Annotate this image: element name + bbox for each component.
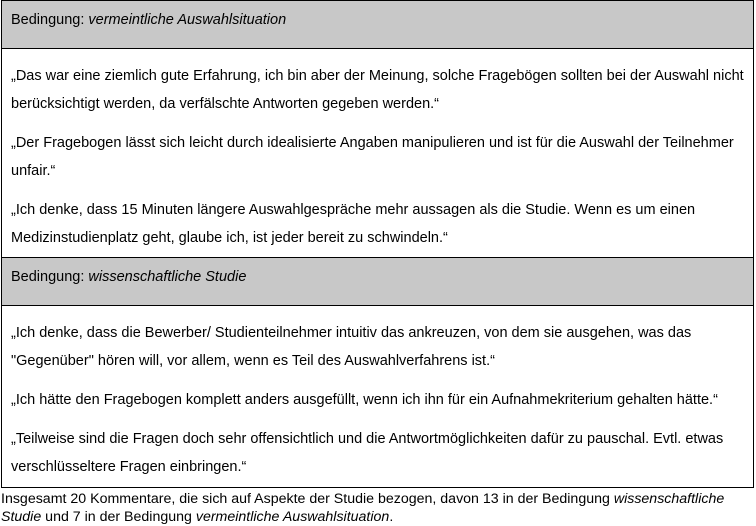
condition-name: wissenschaftliche Studie	[88, 269, 247, 285]
footnote-text: und 7 in der Bedingung	[41, 509, 196, 525]
footnote-text: .	[389, 509, 394, 525]
quote: „Teilweise sind die Fragen doch sehr offensichtlich und die Antwortmöglichkeiten dafür zu pauschal. Evtl. etwas verschlüsseltere Fragen einbringen.“	[11, 431, 724, 475]
quotes-section-2	[2, 306, 753, 487]
comments-table	[1, 0, 754, 488]
condition-header-2	[2, 258, 753, 306]
quote: „Das war eine ziemlich gute Erfahrung, ich bin aber der Meinung, solche Fragebögen sollten bei der Auswahl nicht berücksichtigt werden, da verfälschte Antworten gegeben werden.“	[11, 68, 744, 112]
condition-header-1	[2, 1, 753, 49]
footnote-condition: vermeintliche Auswahlsituation	[195, 509, 390, 525]
footnote-condition: wissenschaftliche Studie	[1, 491, 725, 525]
condition-label: Bedingung:	[11, 269, 89, 285]
quote: „Ich denke, dass die Bewerber/ Studienteilnehmer intuitiv das ankreuzen, von dem sie ausgehen, was das "Gegenüber" hören will, vor allem, wenn es Teil des Auswahlverfahrens ist.“	[11, 325, 692, 369]
quote: „Ich hätte den Fragebogen komplett anders ausgefüllt, wenn ich ihn für ein Aufnahmekriterium gehalten hätte.“	[11, 392, 718, 408]
footnote-text: Insgesamt 20 Kommentare, die sich auf Aspekte der Studie bezogen, davon 13 in der Bedingung	[1, 491, 614, 507]
quote: „Der Fragebogen lässt sich leicht durch idealisierte Angaben manipulieren und ist für die Auswahl der Teilnehmer unfair.“	[11, 135, 734, 179]
table-footnote	[1, 490, 753, 526]
condition-label: Bedingung:	[11, 12, 89, 28]
condition-name: vermeintliche Auswahlsituation	[88, 12, 287, 28]
quote: „Ich denke, dass 15 Minuten längere Auswahlgespräche mehr aussagen als die Studie. Wenn es um einen Medizinstudienplatz geht, glaube ich, ist jeder bereit zu schwindeln.“	[11, 202, 696, 246]
quotes-section-1	[2, 49, 753, 258]
